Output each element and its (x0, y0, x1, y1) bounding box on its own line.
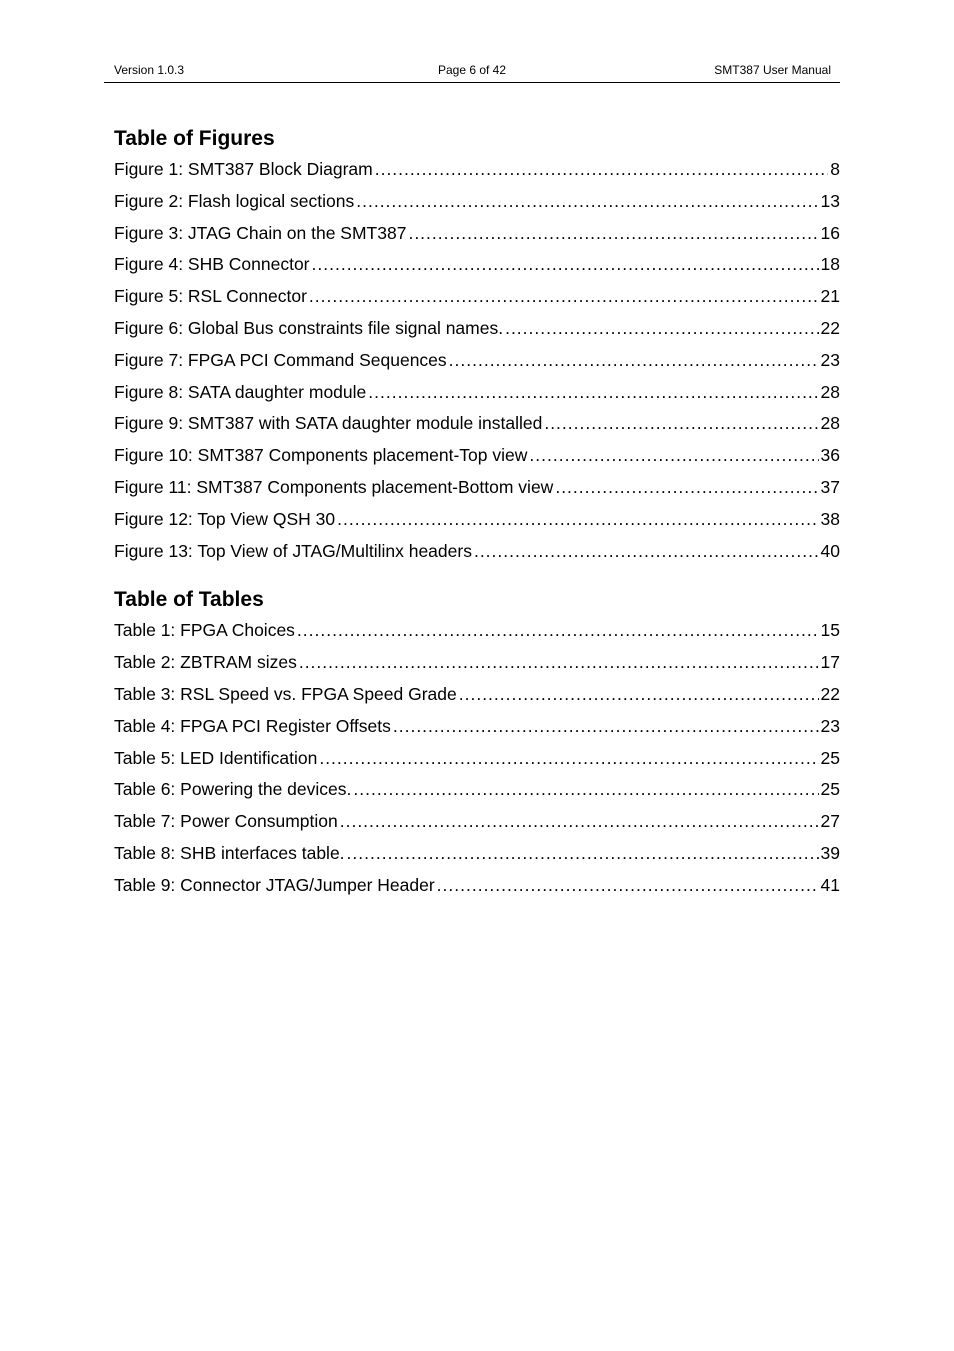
dot-leader (356, 186, 818, 218)
dot-leader (459, 679, 819, 711)
tables-list (114, 615, 840, 901)
figure-entry[interactable] (114, 504, 840, 536)
document-body (114, 124, 840, 902)
entry-page-number: 22 (820, 317, 840, 338)
figure-entry[interactable] (114, 536, 840, 568)
entry-label: Figure 6: Global Bus constraints file signal names. (114, 317, 504, 338)
entry-page-number: 17 (820, 652, 840, 673)
table-of-tables (114, 585, 840, 901)
dot-leader (353, 774, 818, 806)
entry-page-number: 23 (820, 349, 840, 370)
entry-label: Table 7: Power Consumption (114, 811, 338, 832)
table-entry[interactable] (114, 838, 840, 870)
figure-entry[interactable] (114, 218, 840, 250)
figure-entry[interactable] (114, 440, 840, 472)
entry-label: Figure 4: SHB Connector (114, 254, 310, 275)
entry-page-number: 8 (830, 159, 840, 179)
dot-leader (375, 154, 829, 186)
entry-label: Figure 12: Top View QSH 30 (114, 508, 336, 529)
dot-leader (555, 472, 818, 504)
entry-page-number: 28 (820, 381, 840, 402)
entry-label: Table 9: Connector JTAG/Jumper Header (114, 874, 435, 895)
figure-entry[interactable] (114, 154, 840, 186)
tables-heading: Table of Tables (114, 588, 264, 612)
dot-leader (297, 615, 819, 647)
dot-leader (529, 440, 818, 472)
dot-leader (505, 313, 818, 345)
figure-entry[interactable] (114, 377, 840, 409)
entry-page-number: 21 (820, 286, 840, 307)
entry-page-number: 36 (820, 445, 840, 466)
table-entry[interactable] (114, 679, 840, 711)
entry-label: Figure 8: SATA daughter module (114, 381, 367, 402)
entry-page-number: 13 (820, 190, 840, 211)
figures-list (114, 154, 840, 567)
entry-page-number: 18 (820, 254, 840, 275)
dot-leader (544, 408, 818, 440)
figures-heading: Table of Figures (114, 127, 275, 150)
entry-page-number: 25 (820, 779, 840, 800)
table-entry[interactable] (114, 774, 840, 806)
entry-label: Table 6: Powering the devices. (114, 779, 352, 800)
entry-label: Figure 1: SMT387 Block Diagram (114, 159, 373, 179)
figure-entry[interactable] (114, 249, 840, 281)
dot-leader (474, 536, 819, 568)
entry-page-number: 23 (820, 715, 840, 736)
figure-entry[interactable] (114, 281, 840, 313)
dot-leader (437, 870, 819, 902)
entry-page-number: 39 (820, 842, 840, 863)
table-entry[interactable] (114, 806, 840, 838)
header-version: Version 1.0.3 (114, 63, 185, 77)
entry-page-number: 16 (820, 222, 840, 243)
entry-label: Figure 7: FPGA PCI Command Sequences (114, 349, 447, 370)
header-page-number: Page 6 of 42 (437, 63, 507, 77)
entry-label: Table 5: LED Identification (114, 747, 318, 768)
figure-entry[interactable] (114, 186, 840, 218)
entry-label: Table 4: FPGA PCI Register Offsets (114, 715, 391, 736)
page-header (104, 62, 840, 83)
header-manual-title: SMT387 User Manual (714, 63, 831, 77)
entry-page-number: 27 (820, 811, 840, 832)
entry-label: Figure 13: Top View of JTAG/Multilinx headers (114, 540, 472, 561)
dot-leader (299, 647, 819, 679)
entry-page-number: 41 (820, 874, 840, 895)
dot-leader (309, 281, 819, 313)
entry-label: Figure 10: SMT387 Components placement-Top view (114, 445, 528, 466)
figure-entry[interactable] (114, 472, 840, 504)
entry-label: Table 2: ZBTRAM sizes (114, 652, 297, 673)
figure-entry[interactable] (114, 408, 840, 440)
entry-label: Table 3: RSL Speed vs. FPGA Speed Grade (114, 683, 457, 704)
entry-page-number: 40 (820, 540, 840, 561)
entry-label: Figure 9: SMT387 with SATA daughter module installed (114, 413, 543, 434)
entry-label: Table 1: FPGA Choices (114, 620, 295, 641)
table-entry[interactable] (114, 743, 840, 775)
table-entry[interactable] (114, 615, 840, 647)
entry-label: Figure 2: Flash logical sections (114, 190, 355, 211)
dot-leader (319, 743, 818, 775)
dot-leader (449, 345, 819, 377)
entry-page-number: 22 (820, 683, 840, 704)
figure-entry[interactable] (114, 345, 840, 377)
entry-label: Figure 3: JTAG Chain on the SMT387 (114, 222, 407, 243)
entry-page-number: 38 (820, 508, 840, 529)
figure-entry[interactable] (114, 313, 840, 345)
table-entry[interactable] (114, 647, 840, 679)
entry-page-number: 37 (820, 476, 840, 497)
dot-leader (347, 838, 819, 870)
dot-leader (393, 711, 819, 743)
dot-leader (340, 806, 819, 838)
entry-label: Figure 11: SMT387 Components placement-Bottom view (114, 476, 554, 497)
table-entry[interactable] (114, 711, 840, 743)
entry-page-number: 25 (820, 747, 840, 768)
entry-page-number: 15 (820, 620, 840, 641)
entry-label: Table 8: SHB interfaces table. (114, 842, 345, 863)
entry-page-number: 28 (820, 413, 840, 434)
dot-leader (337, 504, 818, 536)
table-of-figures (114, 124, 840, 567)
dot-leader (312, 249, 819, 281)
table-entry[interactable] (114, 870, 840, 902)
dot-leader (368, 377, 818, 409)
entry-label: Figure 5: RSL Connector (114, 286, 307, 307)
dot-leader (408, 218, 818, 250)
